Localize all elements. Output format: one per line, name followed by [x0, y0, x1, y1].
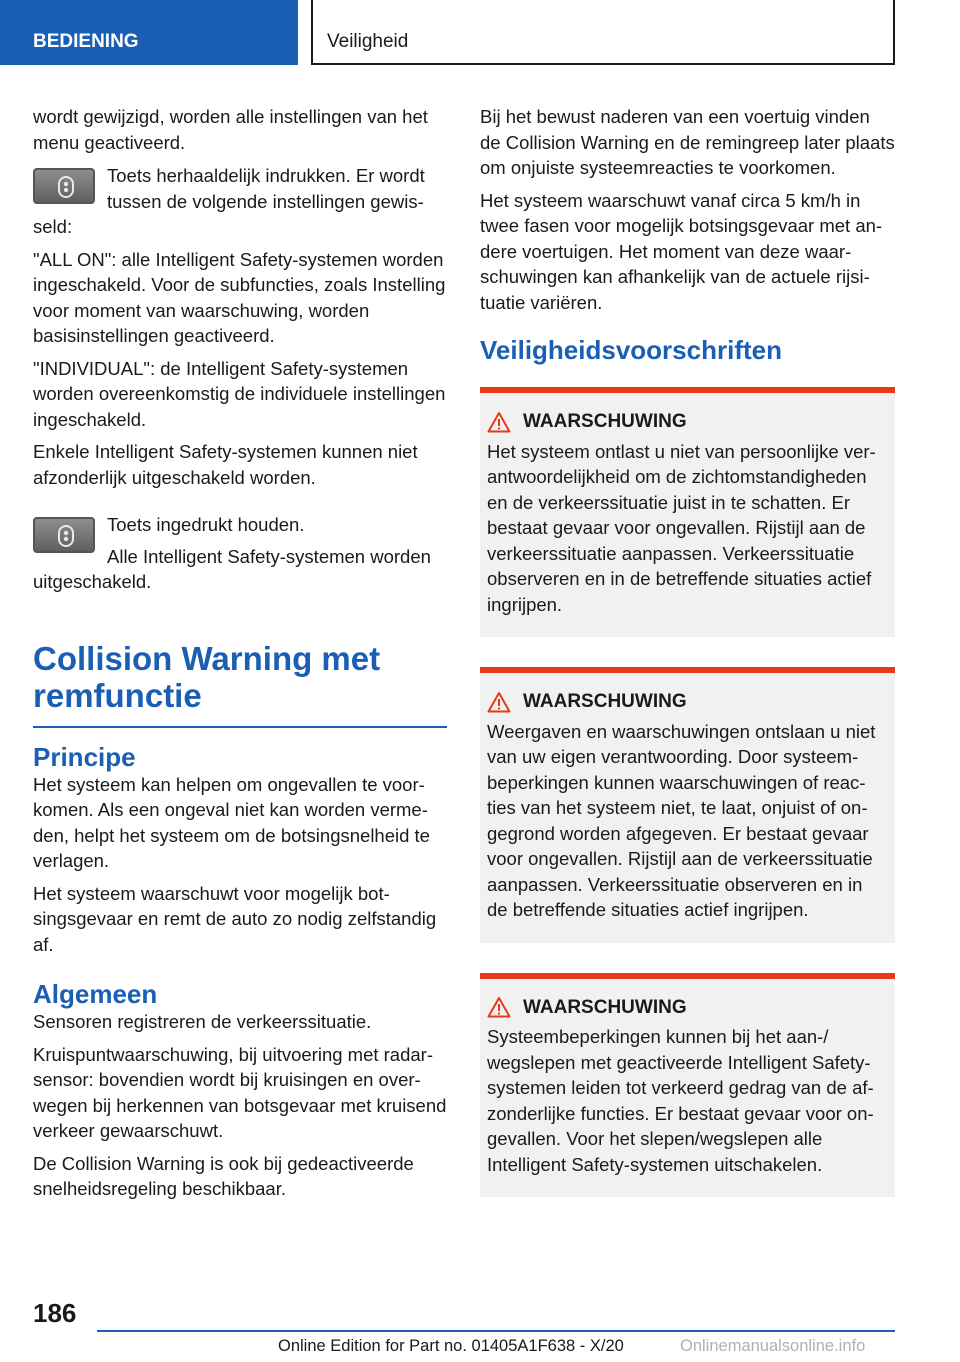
warning-triangle-icon: [487, 996, 511, 1018]
intelligent-safety-button-icon: [33, 168, 95, 204]
button-instruction: [33, 163, 447, 240]
header-section: BEDIENING: [0, 0, 298, 65]
subheading-algemeen: Algemeen: [33, 979, 158, 1009]
paragraph: Kruispuntwaarschuwing, bij uitvoering met radarsensor: bovendien wordt bij kruisingen en overwegen bij herkennen van botsgevaar met kruisend verkeer gewaarschuwt.: [33, 1043, 447, 1141]
paragraph: "INDIVIDUAL": de Intelligent Safety-systemen worden overeenkomstig de individuele instellingen ingeschakeld.: [33, 357, 446, 430]
section-heading: Veiligheidsvoorschriften: [480, 335, 782, 365]
paragraph: Bij het bewust naderen van een voertuig vinden de Collision Warning en de remingreep later plaats om onjuiste systeemreacties te voorkomen.: [480, 106, 895, 178]
warning-triangle-icon: [487, 411, 511, 433]
warning-box: [480, 973, 895, 1198]
warning-triangle-icon: [487, 691, 511, 713]
warning-box: [480, 667, 895, 943]
warning-title: WAARSCHUWING: [487, 409, 888, 435]
warning-text: Het systeem ontlast u niet van persoonlijke verantwoordelijkheid om de zichtomstandigheden en de verkeerssituatie juist in te schatten. Er bestaat gevaar voor ongevallen. Rijstijl aan de verkeerssituatie aanpassen. Verkeerssituatie observeren en in de betreffende situaties actief ingrijpen.: [487, 440, 876, 615]
button-instruction: [33, 512, 447, 595]
subheading-principe: Principe: [33, 741, 136, 772]
header-chapter: Veiligheid: [311, 0, 895, 65]
paragraph: Het systeem waarschuwt vanaf circa 5 km/h in twee fasen voor mogelijk botsingsgevaar met andere voertuigen. Het moment van deze waarschuwingen kan afhankelijk van de actuele rijsituatie variëren.: [480, 189, 883, 313]
page-number: 186: [33, 1298, 77, 1328]
paragraph: Sensoren registreren de verkeerssituatie.: [33, 1011, 372, 1032]
section-heading: Collision Warning met remfunctie: [33, 639, 381, 714]
right-column: [480, 104, 895, 1227]
paragraph: Alle Intelligent Safety-systemen worden uitgeschakeld.: [33, 545, 431, 592]
warning-text: Systeembeperkingen kunnen bij het aan-/ wegslepen met geactiveerde Intelligent Safety-systemen leiden tot verkeerd gedrag van de afzonderlijke functies. Er bestaat gevaar voor ongevallen. Voor het slepen/wegslepen alle Intelligent Safety-systemen uitschakelen.: [487, 1026, 874, 1175]
paragraph: Het systeem waarschuwt voor mogelijk botsingsgevaar en remt de auto zo nodig zelfstandig af.: [33, 882, 437, 955]
safety-symbol-icon: [57, 525, 75, 547]
paragraph: Het systeem kan helpen om ongevallen te voorkomen. Als een ongeval niet kan worden vermeden, helpt het systeem om de botsingsnelheid te verlagen.: [33, 773, 430, 871]
footer-edition: Online Edition for Part no. 01405A1F638 - X/20: [278, 1337, 624, 1355]
paragraph: De Collision Warning is ook bij gedeactiveerde snelheidsregeling beschikbaar.: [33, 1152, 414, 1199]
warning-title: WAARSCHUWING: [487, 689, 888, 715]
paragraph: wordt gewijzigd, worden alle instellingen van het menu geactiveerd.: [33, 106, 428, 153]
paragraph: Toets ingedrukt houden.: [107, 514, 305, 535]
footer-divider: [97, 1330, 895, 1332]
warning-text: Weergaven en waarschuwingen ontslaan u niet van uw eigen verantwoording. Door systeembeperkingen kunnen waarschuwingen of reacties van het systeem niet, te laat, onjuist of ongegrond worden afgegeven. Er bestaat gevaar voor ongevallen. Rijstijl aan de verkeerssituatie aanpassen. Verkeerssituatie observeren en in de betreffende situaties actief ingrijpen.: [487, 720, 876, 920]
watermark: Onlinemanualsonline.info: [680, 1337, 866, 1355]
heading-divider: [33, 726, 447, 728]
warning-box: [480, 387, 895, 637]
paragraph: Toets herhaaldelijk indrukken. Er wordt tussen de volgende instellingen gewisseld:: [33, 165, 425, 237]
paragraph: "ALL ON": alle Intelligent Safety-systemen worden ingeschakeld. Voor de subfuncties, zoals Instelling voor moment van waarschuwing, worden basisinstellingen geactiveerd.: [33, 248, 446, 346]
left-column: [33, 104, 447, 1209]
paragraph: Enkele Intelligent Safety-systemen kunnen niet afzonderlijk uitgeschakeld worden.: [33, 441, 418, 488]
safety-symbol-icon: [57, 176, 75, 198]
warning-title: WAARSCHUWING: [487, 995, 888, 1021]
intelligent-safety-button-icon: [33, 517, 95, 553]
